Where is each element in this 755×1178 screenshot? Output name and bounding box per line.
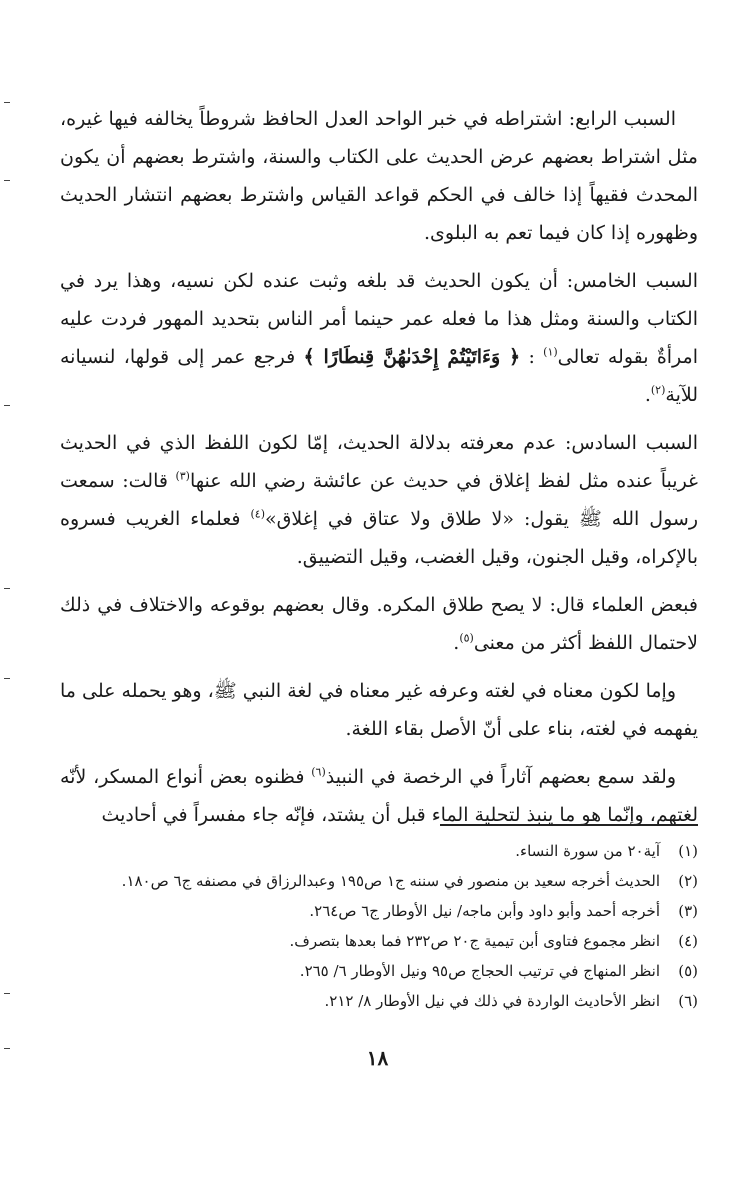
text-run: السبب الخامس: أن يكون الحديث قد بلغه وثبت عنده لكن نسيه، وهذا يرد في الكتاب والسنة ومثل هذا ما فعله عمر حينما أمر الناس بتحديد المهور فردت عليه امرأةٌ بقوله تعالى: [60, 270, 698, 368]
footnote-number: (٥): [678, 962, 698, 980]
text-run: ولقد سمع بعضهم آثاراً في الرخصة في النبيذ: [325, 766, 676, 788]
scan-edge-mark: [4, 180, 10, 181]
footnote-text: الحديث أخرجه سعيد بن منصور في سننه ج١ ص١٩٥ وعبدالرزاق في مصنفه ج٦ ص١٨٠.: [121, 872, 660, 890]
footnote-text: أخرجه أحمد وأبو داود وأبن ماجه/ نيل الأوطار ج٦ ص٢٦٤.: [309, 902, 660, 920]
footnote-marker: (٥): [459, 631, 474, 645]
footnote-marker: (٢): [650, 383, 666, 397]
text-run: :: [520, 346, 544, 368]
footnote: [60, 956, 698, 986]
paragraph: [60, 586, 698, 662]
text-run: فظنوه بعض أنواع المسكر، لأنّه لغتهم، وإنّما هو ما ينبذ لتحلية الماء قبل أن يشتد، فإنّه جاء مفسراً في أحاديث: [60, 766, 698, 826]
footnote: [60, 836, 698, 866]
footnote-number: (٢): [678, 872, 698, 890]
footnote-text: انظر المنهاج في ترتيب الحجاج ص٩٥ ونيل الأوطار ٦/ ٢٦٥.: [299, 962, 660, 980]
footnote-marker: (٦): [311, 765, 326, 779]
footnote-number: (٤): [678, 932, 698, 950]
scan-edge-mark: [4, 102, 10, 103]
paragraph: [60, 424, 698, 576]
footnote: [60, 866, 698, 896]
footnote: [60, 926, 698, 956]
footnote-number: (٣): [678, 902, 698, 920]
quran-quote: ﴿ وَءَاتَيْتُمْ إِحْدَىٰهُنَّ قِنطَارًا ﴾: [303, 346, 521, 368]
text-run: السبب السادس: عدم معرفته بدلالة الحديث، إمّا لكون اللفظ الذي في الحديث غريباً عنده مثل لفظ إغلاق في حديث عن عائشة رضي الله عنها: [60, 432, 698, 492]
scan-edge-mark: [4, 678, 10, 679]
page-number: ١٨: [366, 1046, 389, 1070]
text-run: فبعض العلماء قال: لا يصح طلاق المكره. وقال بعضهم بوقوعه والاختلاف في ذلك لاحتمال اللفظ أكثر من معنى: [60, 594, 698, 654]
text-run: فعلماء الغريب فسروه بالإكراه، وقيل الجنون، وقيل الغضب، وقيل التضييق.: [60, 508, 698, 568]
text-run: فرجع عمر إلى قولها، لنسيانه للآية: [60, 346, 698, 406]
text-run: .: [644, 384, 651, 406]
text-run: السبب الرابع: اشتراطه في خبر الواحد العدل الحافظ شروطاً يخالفه فيها غيره، مثل اشتراط بعضهم عرض الحديث على الكتاب والسنة، واشترط بعضهم أن يكون المحدث فقيهاً إذا خالف في الحكم قواعد القياس واشترط بعضهم انتشار الحديث وظهوره إذا كان فيما تعم به البلوى.: [60, 108, 698, 244]
footnotes: [60, 836, 698, 1016]
paragraph: [60, 672, 698, 748]
footnote: [60, 986, 698, 1016]
main-text: [60, 100, 698, 844]
footnote-text: انظر الأحاديث الواردة في ذلك في نيل الأوطار ٨/ ٢١٢.: [324, 992, 660, 1010]
paragraph: [60, 758, 698, 834]
scan-edge-mark: [4, 405, 10, 406]
footnote-number: (٦): [678, 992, 698, 1010]
text-run: .: [453, 632, 460, 654]
scan-edge-mark: [4, 588, 10, 589]
footnote-marker: (٤): [250, 507, 265, 521]
footnote-divider: [440, 824, 698, 826]
text-run: قالت: سمعت رسول الله ﷺ يقول: «لا طلاق ولا عتاق في إغلاق»: [60, 470, 698, 530]
scan-edge-mark: [4, 1048, 10, 1049]
paragraph: [60, 262, 698, 414]
scan-edge-mark: [4, 993, 10, 994]
footnote-text: انظر مجموع فتاوى أبن تيمية ج٢٠ ص٢٣٢ فما بعدها بتصرف.: [289, 932, 660, 950]
footnote-text: آية٢٠ من سورة النساء.: [515, 842, 660, 860]
footnote-marker: (٣): [175, 469, 190, 483]
footnote-number: (١): [678, 842, 698, 860]
footnote-marker: (١): [543, 345, 558, 359]
paragraph: [60, 100, 698, 252]
footnote: [60, 896, 698, 926]
text-run: وإما لكون معناه في لغته وعرفه غير معناه في لغة النبي ﷺ، وهو يحمله على ما يفهمه في لغته، بناء على أنّ الأصل بقاء اللغة.: [60, 680, 698, 740]
